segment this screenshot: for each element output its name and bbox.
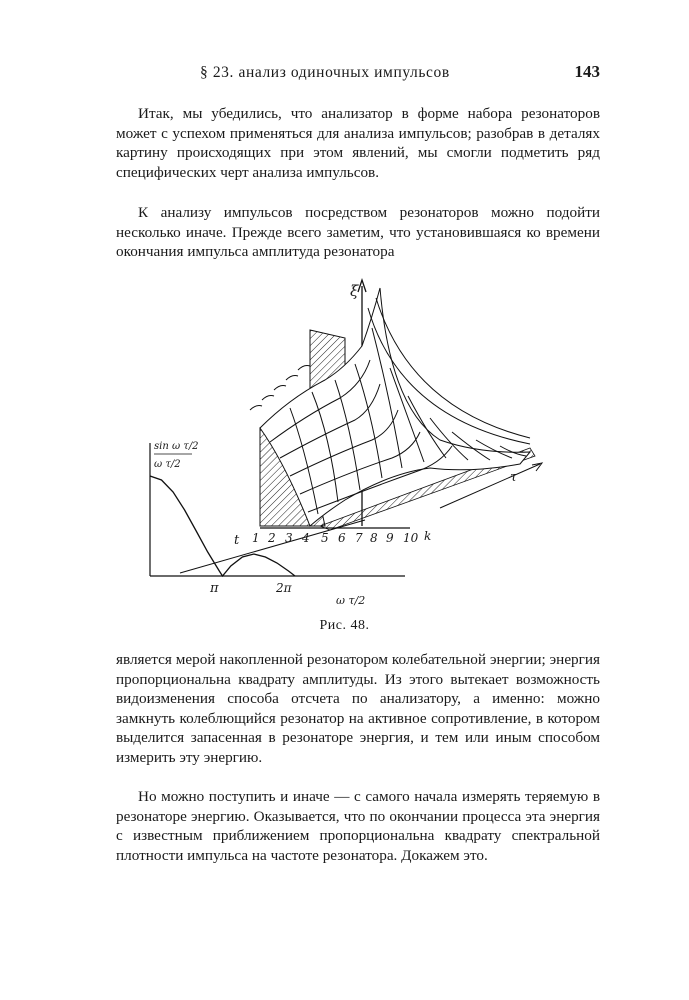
running-head: § 23. анализ одиночных импульсов [200,64,450,81]
k-label: k [424,529,432,543]
xi-label: ξ [350,282,359,300]
resonator-diagram [140,268,560,612]
resonator-number-6: 6 [338,531,346,545]
paragraph-2: К анализу импульсов посредством резонаторов можно подойти несколько иначе. Прежде всего заметим, что установившаяся ко времени окончания импульса амплитуда резонатора [116,204,600,261]
resonator-number-9: 9 [386,531,394,545]
pi-tick-label: π [210,581,219,596]
resonator-number-5: 5 [321,531,329,545]
figure-caption: Рис. 48. [319,618,370,633]
paragraph-4: Но можно поступить и иначе — с самого начала измерять теряемую в резонаторе энергию. Оказывается, что по окончании процесса эта энергия с известным приближением пропорциональна квадрату спектральной плотности импульса на частоте резонатора. Докажем это. [116,788,600,864]
resonator-number-7: 7 [355,531,363,545]
paragraph-1: Итак, мы убедились, что анализатор в форме набора резонаторов может с успехом применяться для анализа импульсов; разобрав в деталях картину происходящих при этом явлений, мы смогли подметить ряд специфических черт анализа импульсов. [116,105,600,181]
resonator-number-4: 4 [302,531,310,545]
resonator-numbers [252,531,419,545]
resonator-number-3: 3 [285,531,293,545]
tau-label: τ [510,470,518,485]
spectrum-y-numerator: sin ω τ/2 [154,441,199,452]
paragraph-3: является мерой накопленной резонатором колебательной энергии; энергия пропорциональна квадрату амплитуды. Из этого вытекает возможность видоизменения способа отсчета по анализатору, а именно: можно замкнуть колеблющийся резонатор на активное сопротивление, в котором выделится запасенная в резонаторе энергия, и тем или иным способом измерить эту энергию. [116,651,600,766]
t-label: t [234,533,240,548]
resonator-number-1: 1 [252,531,260,545]
resonator-number-8: 8 [370,531,378,545]
amplitude-surface [260,288,530,526]
figure-48 [140,268,560,612]
resonator-number-2: 2 [268,531,276,545]
spectrum-y-denominator: ω τ/2 [154,459,181,470]
spectrum-x-label: ω τ/2 [336,594,366,607]
two-pi-tick-label: 2π [276,581,292,595]
page-header [116,62,600,86]
page-number: 143 [574,62,600,81]
resonator-number-10: 10 [403,531,419,545]
